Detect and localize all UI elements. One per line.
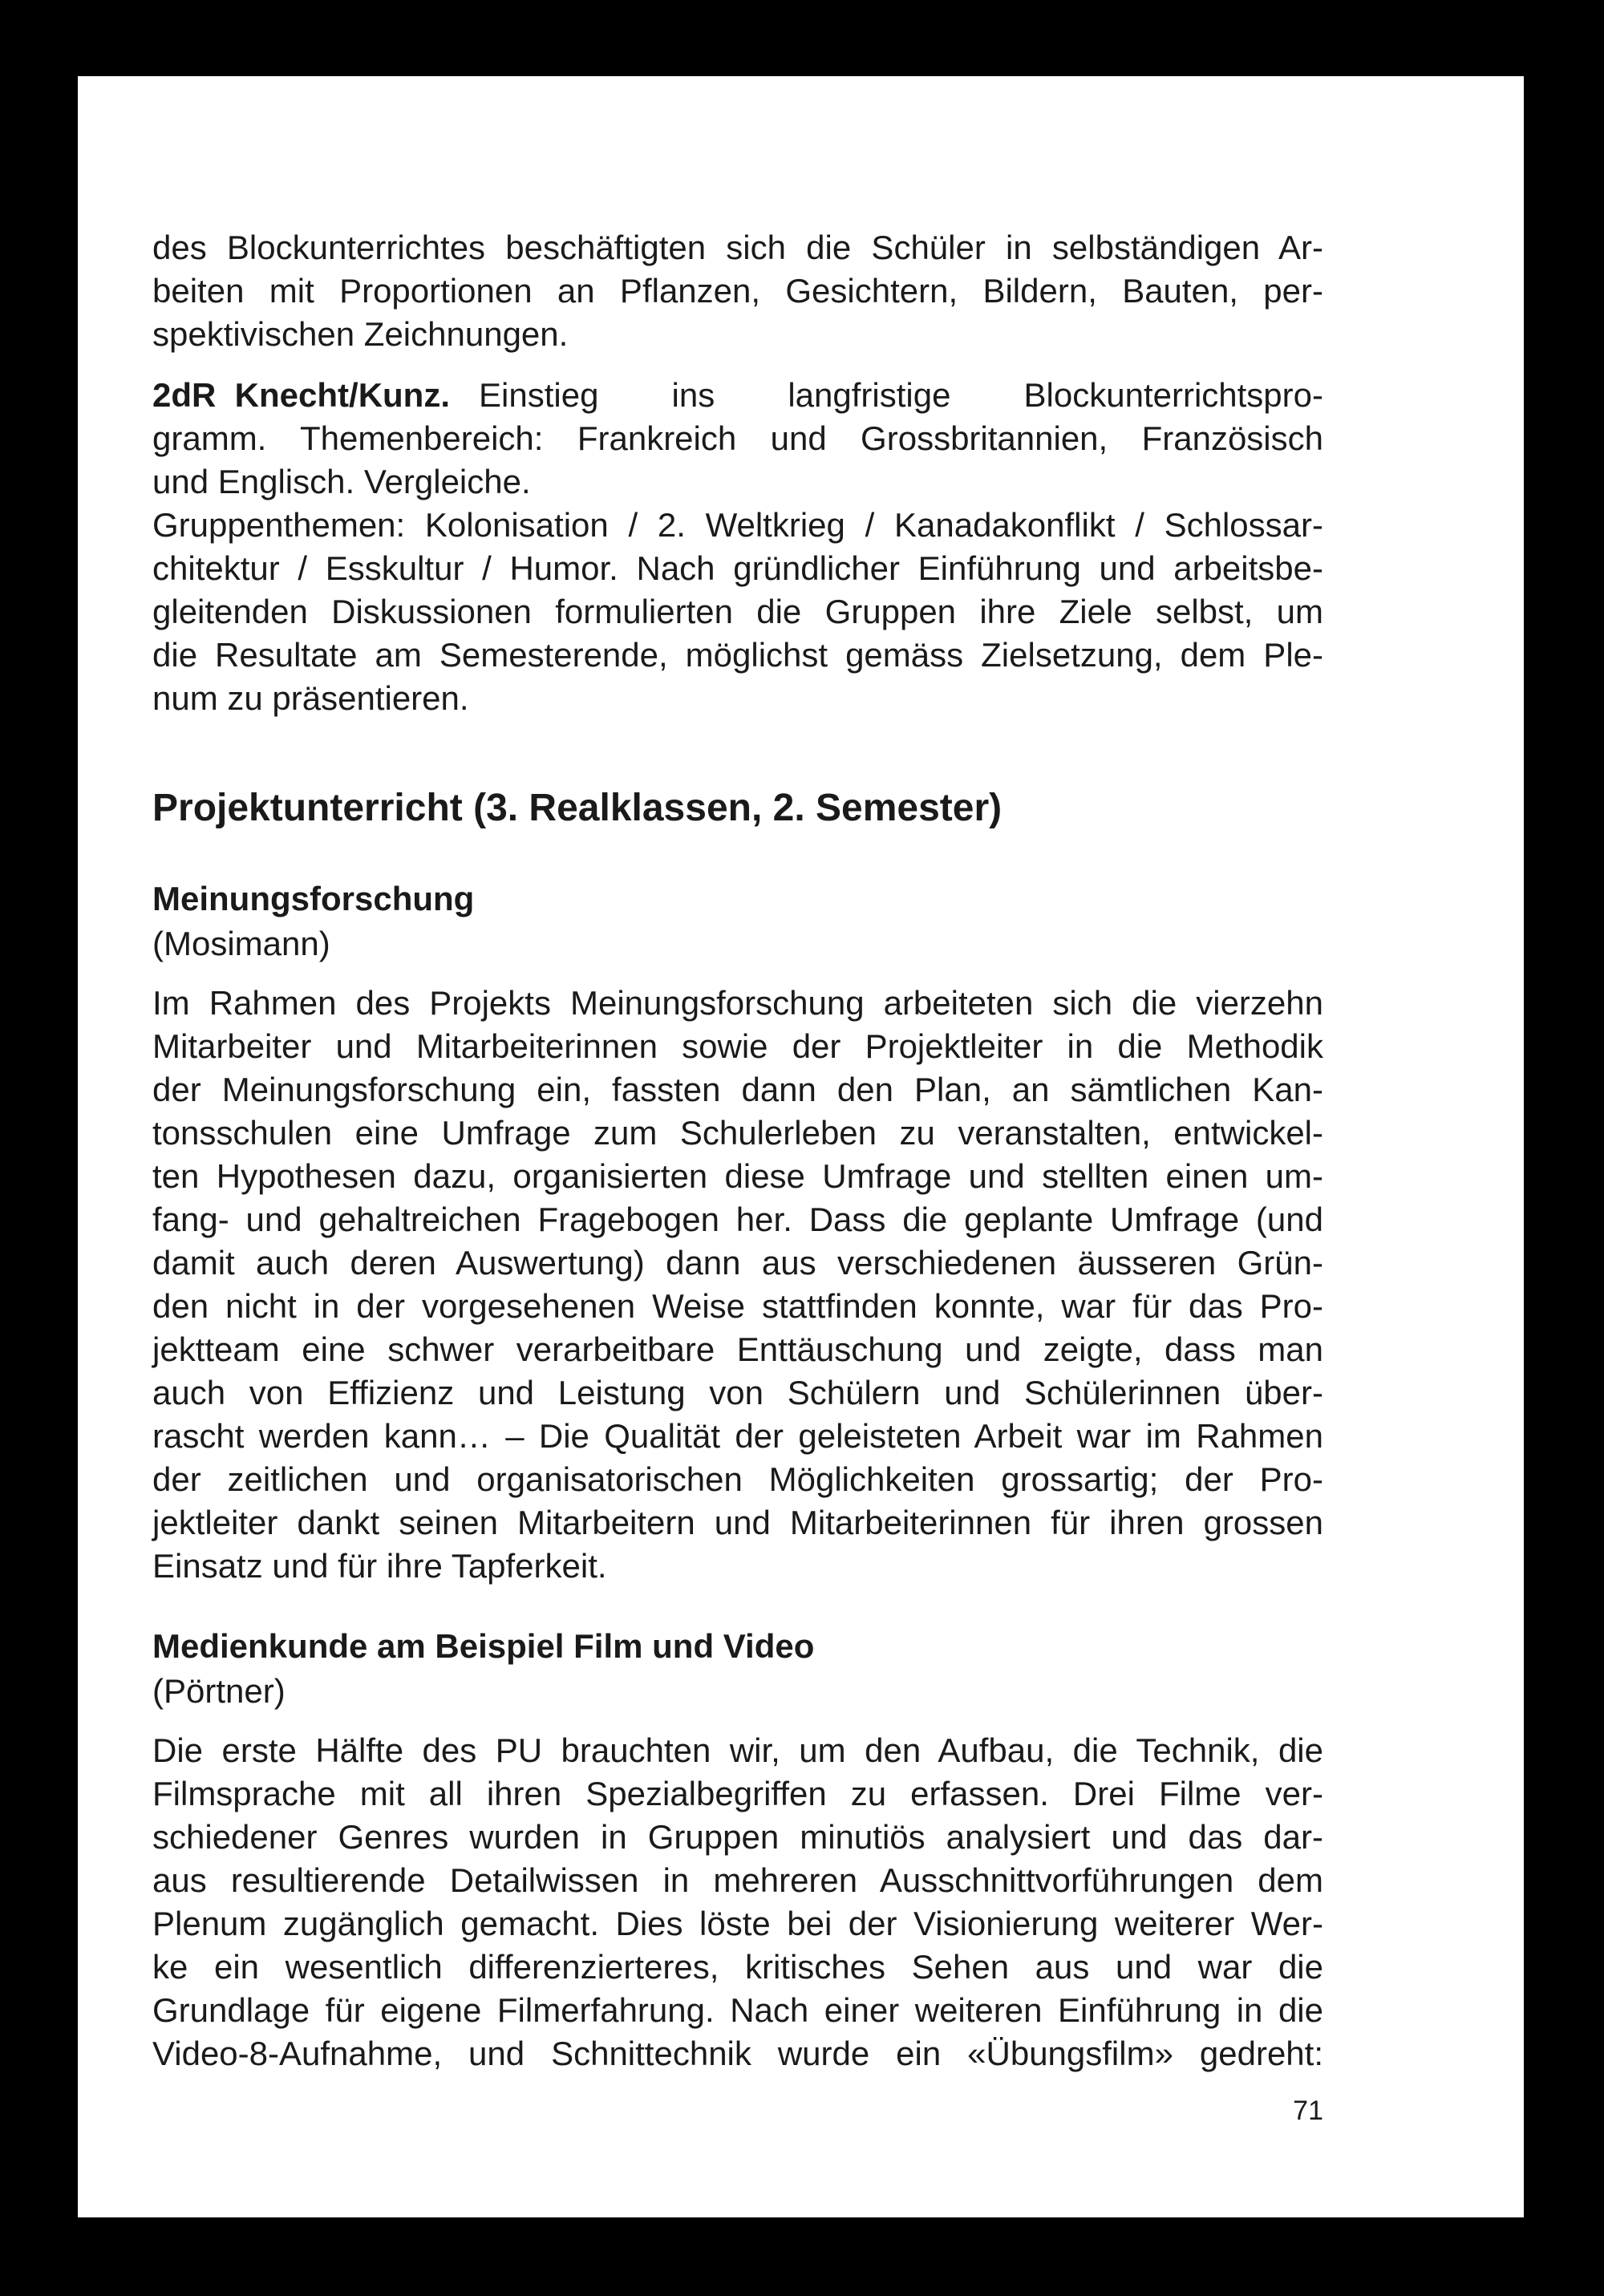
meinung-line: jektleiter dankt seinen Mitarbeitern und Mitarbeiterinnen für ihren grossen (152, 1504, 1323, 1541)
meinung-line: Mitarbeiter und Mitarbeiterinnen sowie der Projektleiter in die Methodik (152, 1027, 1323, 1065)
intro-line: spektivischen Zeichnungen. (152, 315, 569, 353)
medien-line: Filmsprache mit all ihren Spezialbegriffen zu erfassen. Drei Filme ver- (152, 1775, 1323, 1812)
meinung-line: den nicht in der vorgesehenen Weise stattfinden konnte, war für das Pro- (152, 1287, 1323, 1325)
medien-line: ke ein wesentlich differenzierteres, kritisches Sehen aus und war die (152, 1948, 1323, 1986)
group-themes-line: gleitenden Diskussionen formulierten die Gruppen ihre Ziele selbst, um (152, 593, 1323, 630)
group-themes-line: Gruppenthemen: Kolonisation / 2. Weltkrieg / Kanadakonflikt / Schlossar- (152, 506, 1323, 544)
document-body (152, 0, 1323, 2296)
page-number: 71 (1293, 2096, 1323, 2126)
meinung-line: rascht werden kann… – Die Qualität der geleisteten Arbeit war im Rahmen (152, 1417, 1323, 1455)
medien-line: Plenum zugänglich gemacht. Dies löste bei der Visionierung weiterer Wer- (152, 1905, 1323, 1942)
intro-line: beiten mit Proportionen an Pflanzen, Gesichtern, Bildern, Bauten, per- (152, 272, 1323, 310)
medien-line: schiedener Genres wurden in Gruppen minutiös analysiert und das dar- (152, 1818, 1323, 1856)
class-2dR-line: gramm. Themenbereich: Frankreich und Grossbritannien, Französisch (152, 419, 1323, 457)
medien-title: Medienkunde am Beispiel Film und Video (152, 1627, 815, 1665)
meinung-line: Im Rahmen des Projekts Meinungsforschung arbeiteten sich die vierzehn (152, 984, 1323, 1022)
class-2dR-line: und Englisch. Vergleiche. (152, 463, 531, 500)
class-2dR-first-rest: Einstieg ins langfristige Blockunterrichtspro- (479, 376, 1323, 414)
medien-author: (Pörtner) (152, 1672, 286, 1710)
medien-line: aus resultierende Detailwissen in mehreren Ausschnittvorführungen dem (152, 1861, 1323, 1899)
medien-line: Video-8-Aufnahme, und Schnittechnik wurde ein «Übungsfilm» gedreht: (152, 2035, 1323, 2072)
group-themes-line: chitektur / Esskultur / Humor. Nach gründlicher Einführung und arbeitsbe- (152, 549, 1323, 587)
meinung-author: (Mosimann) (152, 925, 330, 962)
medien-line: Die erste Hälfte des PU brauchten wir, um den Aufbau, die Technik, die (152, 1731, 1323, 1769)
meinung-title: Meinungsforschung (152, 880, 475, 917)
group-themes-line: die Resultate am Semesterende, möglichst gemäss Zielsetzung, dem Ple- (152, 636, 1323, 674)
meinung-line: ten Hypothesen dazu, organisierten diese Umfrage und stellten einen um- (152, 1157, 1323, 1195)
group-themes-line: num zu präsentieren. (152, 679, 469, 717)
medien-line: Grundlage für eigene Filmerfahrung. Nach einer weiteren Einführung in die (152, 1991, 1323, 2029)
class-2dR-first-line (152, 374, 1323, 417)
meinung-line: der Meinungsforschung ein, fassten dann den Plan, an sämtlichen Kan- (152, 1071, 1323, 1108)
class-label: 2dR Knecht/Kunz. (152, 376, 451, 414)
intro-line: des Blockunterrichtes beschäftigten sich die Schüler in selbständigen Ar- (152, 229, 1323, 266)
meinung-line: Einsatz und für ihre Tapferkeit. (152, 1547, 607, 1585)
meinung-line: der zeitlichen und organisatorischen Möglichkeiten grossartig; der Pro- (152, 1460, 1323, 1498)
meinung-line: tonsschulen eine Umfrage zum Schulerleben zu veranstalten, entwickel- (152, 1114, 1323, 1152)
meinung-line: auch von Effizienz und Leistung von Schülern und Schülerinnen über- (152, 1374, 1323, 1411)
meinung-line: fang- und gehaltreichen Fragebogen her. Dass die geplante Umfrage (und (152, 1201, 1323, 1238)
meinung-line: jektteam eine schwer verarbeitbare Enttäuschung und zeigte, dass man (152, 1330, 1323, 1368)
section-title: Projektunterricht (3. Realklassen, 2. Semester) (152, 787, 1003, 829)
meinung-line: damit auch deren Auswertung) dann aus verschiedenen äusseren Grün- (152, 1244, 1323, 1282)
